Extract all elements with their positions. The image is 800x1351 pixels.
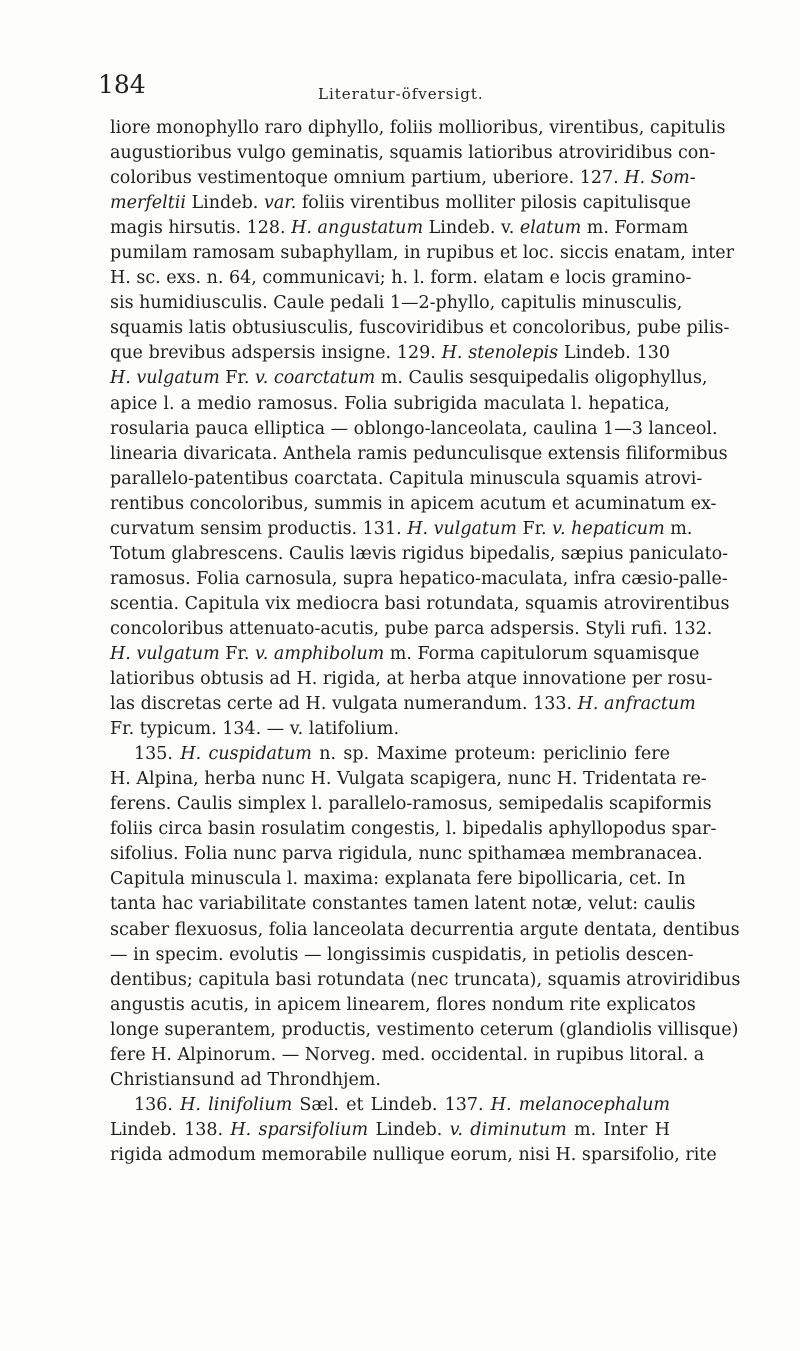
- text-segment: Fr.: [516, 518, 553, 539]
- text-line: [110, 918, 740, 943]
- text-segment: H. sc. exs. n. 64, communicavi; h. l. form. elatam e locis gramino-: [110, 268, 692, 289]
- text-segment: Lindeb.: [185, 193, 264, 214]
- running-header: Literatur-öfversigt.: [318, 85, 484, 103]
- text-segment: longe superantem, productis, vestimento ceterum (glandiolis villisque): [110, 1019, 739, 1040]
- text-segment: angustis acutis, in apicem linearem, flores nondum rite explicatos: [110, 994, 696, 1015]
- text-segment: augustioribus vulgo geminatis, squamis latioribus atroviridibus con-: [110, 143, 716, 164]
- italic-taxon: v. hepaticum: [552, 518, 665, 539]
- text-segment: ramosus. Folia carnosula, supra hepatico-maculata, infra cæsio-palle-: [110, 568, 728, 589]
- italic-taxon: var.: [263, 193, 297, 214]
- text-segment: 136.: [134, 1094, 181, 1115]
- text-segment: m. Inter H: [566, 1119, 670, 1140]
- text-segment: m. Caulis sesquipedalis oligophyllus,: [375, 368, 708, 389]
- text-line: [110, 191, 691, 216]
- text-segment: Sæl. et Lindeb. 137.: [292, 1094, 491, 1115]
- text-segment: magis hirsutis. 128.: [110, 218, 292, 239]
- italic-taxon: v. diminutum: [449, 1119, 567, 1140]
- page-number: 184: [98, 70, 146, 99]
- text-line: [110, 842, 703, 867]
- italic-taxon: merfeltii: [110, 193, 186, 214]
- text-line: [110, 1068, 670, 1093]
- text-segment: que brevibus adspersis insigne. 129.: [110, 343, 442, 364]
- text-line: [110, 166, 696, 191]
- text-segment: squamis latis obtusiusculis, fuscoviridibus et concoloribus, pube pilis-: [110, 318, 730, 339]
- text-segment: coloribus vestimentoque omnium partium, uberiore. 127.: [110, 168, 625, 189]
- text-segment: dentibus; capitula basi rotundata (nec truncata), squamis atroviridibus: [110, 969, 741, 990]
- text-line: [110, 341, 670, 366]
- text-line: [110, 968, 741, 993]
- italic-taxon: H. stenolepis: [441, 343, 559, 364]
- italic-taxon: H. linifolium: [180, 1094, 293, 1115]
- text-segment: m.: [664, 518, 693, 539]
- italic-taxon: H. anfractum: [577, 694, 696, 715]
- text-line: [110, 542, 729, 567]
- text-line: [110, 442, 728, 467]
- text-segment: Capitula minuscula l. maxima: explanata fere bipollicaria, cet. In: [110, 869, 686, 890]
- text-segment: foliis virentibus molliter pilosis capitulisque: [296, 193, 691, 214]
- text-line: [110, 592, 730, 617]
- text-line: [110, 817, 717, 842]
- text-line: [110, 943, 694, 968]
- text-line: [110, 141, 716, 166]
- text-line: [110, 617, 713, 642]
- text-segment: pumilam ramosam subaphyllam, in rupibus et loc. siccis enatam, inter: [110, 243, 735, 264]
- text-line: [110, 116, 726, 141]
- italic-taxon: H. vulgatum: [110, 643, 220, 664]
- italic-taxon: H. sparsifolium: [230, 1119, 369, 1140]
- text-line: [110, 792, 712, 817]
- text-segment: n. sp. Maxime proteum: periclinio fere: [311, 744, 670, 765]
- italic-taxon: H. angustatum: [291, 218, 424, 239]
- text-segment: rentibus concoloribus, summis in apicem acutum et acuminatum ex-: [110, 493, 717, 514]
- text-line: [110, 692, 696, 717]
- text-line: [110, 1118, 670, 1143]
- text-line: [110, 266, 692, 291]
- italic-taxon: H. cuspidatum: [180, 744, 312, 765]
- text-segment: curvatum sensim productis. 131.: [110, 518, 408, 539]
- text-line: [110, 1093, 670, 1118]
- text-segment: sifolius. Folia nunc parva rigidula, nunc spithamæa membranacea.: [110, 844, 703, 865]
- text-line: [110, 492, 717, 517]
- text-line: [110, 567, 728, 592]
- text-line: [110, 1143, 717, 1168]
- text-line: [110, 291, 683, 316]
- text-segment: Fr. typicum. 134. — v. latifolium.: [110, 719, 400, 740]
- italic-taxon: v. coarctatum: [254, 368, 376, 389]
- text-line: [110, 993, 696, 1018]
- text-segment: scentia. Capitula vix mediocra basi rotundata, squamis atrovirentibus: [110, 593, 730, 614]
- text-segment: m. Formam: [581, 218, 689, 239]
- text-segment: Lindeb. v.: [423, 218, 520, 239]
- italic-taxon: H. Som-: [624, 168, 696, 189]
- text-segment: — in specim. evolutis — longissimis cuspidatis, in petiolis descen-: [110, 944, 694, 965]
- text-line: [110, 717, 670, 742]
- text-segment: H. Alpina, herba nunc H. Vulgata scapigera, nunc H. Tridentata re-: [110, 769, 707, 790]
- text-line: [110, 467, 703, 492]
- text-line: [110, 892, 696, 917]
- text-segment: parallelo-patentibus coarctata. Capitula minuscula squamis atrovi-: [110, 468, 703, 489]
- italic-taxon: H. melanocephalum: [490, 1094, 671, 1115]
- text-segment: apice l. a medio ramosus. Folia subrigida maculata l. hepatica,: [110, 393, 670, 414]
- text-segment: m. Forma capitulorum squamisque: [384, 643, 700, 664]
- text-segment: liore monophyllo raro diphyllo, foliis mollioribus, virentibus, capitulis: [110, 118, 726, 138]
- italic-taxon: v. amphibolum: [254, 643, 385, 664]
- text-segment: Christiansund ad Throndhjem.: [110, 1069, 381, 1090]
- text-line: [110, 742, 670, 767]
- text-segment: las discretas certe ad H. vulgata numerandum. 133.: [110, 694, 578, 715]
- text-segment: Lindeb. 138.: [110, 1119, 231, 1140]
- text-segment: tanta hac variabilitate constantes tamen latent notæ, velut: caulis: [110, 894, 696, 915]
- text-line: [110, 417, 718, 442]
- text-line: [110, 316, 730, 341]
- text-segment: 135.: [134, 744, 181, 765]
- text-line: [110, 366, 708, 391]
- body-text: [110, 116, 741, 1168]
- text-segment: ferens. Caulis simplex l. parallelo-ramosus, semipedalis scapiformis: [110, 794, 712, 815]
- italic-taxon: H. vulgatum: [407, 518, 517, 539]
- text-line: [110, 867, 686, 892]
- text-line: [110, 1043, 705, 1068]
- text-segment: foliis circa basin rosulatim congestis, l. bipedalis aphyllopodus spar-: [110, 819, 717, 840]
- italic-taxon: H. vulgatum: [110, 368, 220, 389]
- text-segment: latioribus obtusis ad H. rigida, at herba atque innovatione per rosu-: [110, 669, 713, 690]
- text-segment: linearia divaricata. Anthela ramis pedunculisque extensis filiformibus: [110, 443, 728, 464]
- text-segment: Fr.: [219, 368, 255, 389]
- text-segment: Fr.: [219, 643, 255, 664]
- text-line: [110, 517, 693, 542]
- text-segment: Lindeb. 130: [558, 343, 670, 364]
- text-line: [110, 642, 700, 667]
- text-segment: rigida admodum memorabile nullique eorum, nisi H. sparsifolio, rite: [110, 1144, 717, 1165]
- text-segment: Totum glabrescens. Caulis lævis rigidus bipedalis, sæpius paniculato-: [110, 543, 729, 564]
- text-line: [110, 392, 670, 417]
- italic-taxon: elatum: [519, 218, 582, 239]
- text-line: [110, 767, 707, 792]
- text-segment: concoloribus attenuato-acutis, pube parca adspersis. Styli rufi. 132.: [110, 618, 713, 639]
- text-segment: rosularia pauca elliptica — oblongo-lanceolata, caulina 1—3 lanceol.: [110, 418, 718, 439]
- text-line: [110, 216, 689, 241]
- text-segment: sis humidiusculis. Caule pedali 1—2-phyllo, capitulis minusculis,: [110, 293, 683, 314]
- text-segment: scaber flexuosus, folia lanceolata decurrentia argute dentata, dentibus: [110, 919, 740, 940]
- text-segment: fere H. Alpinorum. — Norveg. med. occidental. in rupibus litoral. a: [110, 1044, 705, 1065]
- text-line: [110, 241, 735, 266]
- text-line: [110, 667, 713, 692]
- text-line: [110, 1018, 739, 1043]
- text-segment: Lindeb.: [368, 1119, 450, 1140]
